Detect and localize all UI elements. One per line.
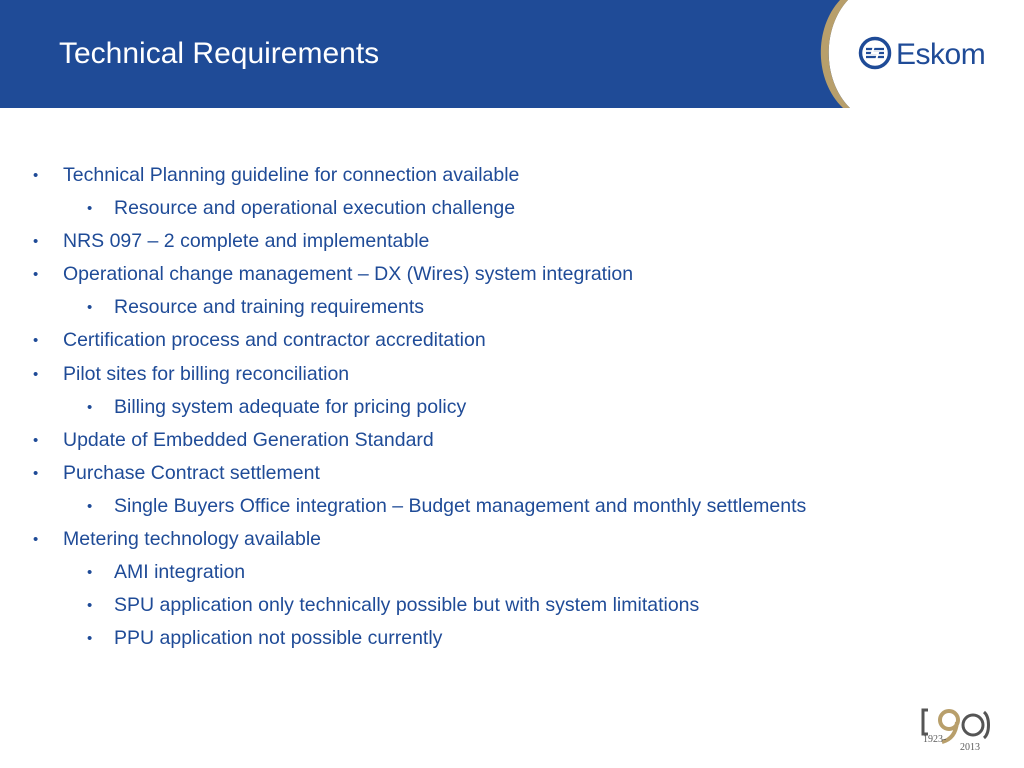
- bullet-text: NRS 097 – 2 complete and implementable: [63, 230, 430, 253]
- bullet-text: Update of Embedded Generation Standard: [63, 428, 434, 451]
- bullet-dot-icon: •: [33, 167, 39, 184]
- bullet-text: Purchase Contract settlement: [63, 461, 320, 484]
- bullet-dot-icon: •: [33, 233, 39, 251]
- bullet-text: Billing system adequate for pricing policy: [114, 395, 467, 418]
- bullet-text: Pilot sites for billing reconciliation: [63, 362, 350, 385]
- bullet-text: Resource and training requirements: [114, 296, 425, 319]
- header-bar: [0, 0, 1024, 108]
- bullet-text: PPU application not possible currently: [114, 627, 443, 650]
- bullet-dot-icon: •: [33, 365, 39, 383]
- anniversary-end-year: 2013: [960, 742, 980, 753]
- bullet-text: AMI integration: [114, 561, 246, 584]
- bullet-text: Metering technology available: [63, 528, 321, 551]
- bullet-dot-icon: •: [87, 630, 93, 648]
- bullet-text: Operational change management – DX (Wires) system integration: [63, 263, 634, 286]
- bullet-dot-icon: •: [87, 398, 93, 416]
- bullet-text: Technical Planning guideline for connection available: [63, 164, 520, 186]
- bullet-dot-icon: •: [33, 266, 39, 284]
- bullet-dot-icon: •: [33, 431, 39, 449]
- bullet-text: Resource and operational execution challenge: [114, 197, 516, 220]
- bullet-text: Certification process and contractor accreditation: [63, 329, 486, 352]
- anniversary-start-year: 1923-: [923, 734, 947, 745]
- bullet-dot-icon: •: [87, 564, 93, 582]
- eskom-logo-text: Eskom: [896, 38, 986, 71]
- bullet-dot-icon: •: [87, 200, 93, 218]
- eskom-logo-mark-icon: [858, 36, 892, 70]
- bullet-dot-icon: •: [33, 464, 39, 482]
- bullet-text: Single Buyers Office integration – Budget management and monthly settlements: [114, 494, 807, 517]
- anniversary-logo: [920, 704, 994, 754]
- bullet-dot-icon: •: [33, 531, 39, 549]
- bullet-dot-icon: •: [87, 299, 93, 317]
- bullet-dot-icon: •: [87, 497, 93, 515]
- bullet-dot-icon: •: [33, 332, 39, 350]
- bullet-dot-icon: •: [87, 597, 93, 615]
- slide-title: Technical Requirements: [59, 37, 380, 70]
- eskom-logo: [858, 36, 990, 76]
- bullet-text: SPU application only technically possible but with system limitations: [114, 594, 700, 617]
